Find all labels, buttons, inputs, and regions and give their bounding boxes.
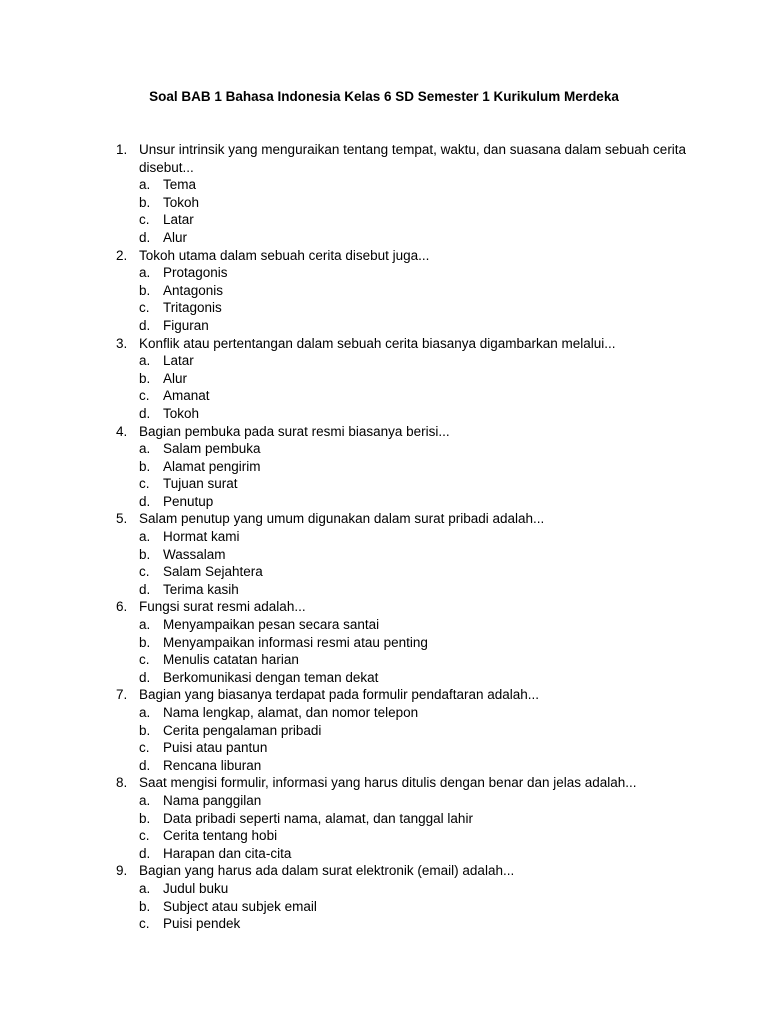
answer-option [139,845,698,863]
question-text: Salam penutup yang umum digunakan dalam surat pribadi adalah... [139,511,545,527]
answer-option [139,440,698,458]
answer-option [139,458,698,476]
question-number: 9. [116,863,128,879]
question-item [0,862,768,932]
answer-option [139,264,698,282]
option-text: Puisi pendek [163,916,241,932]
option-text: Alamat pengirim [163,458,261,474]
option-text: Figuran [163,317,209,333]
option-letter: a. [139,353,151,369]
option-text: Salam pembuka [163,441,261,457]
answer-option [139,669,698,687]
question-item [0,686,768,774]
option-letter: b. [139,194,151,210]
option-text: Puisi atau pantun [163,740,268,756]
option-text: Tema [163,177,197,193]
document-title: Soal BAB 1 Bahasa Indonesia Kelas 6 SD Semester 1 Kurikulum Merdeka [149,89,619,104]
option-letter: c. [139,300,150,316]
option-list [139,880,698,933]
answer-option [139,563,698,581]
option-text: Antagonis [163,282,224,298]
option-list [139,528,698,598]
option-text: Rencana liburan [163,757,262,773]
option-text: Protagonis [163,265,228,281]
answer-option [139,176,698,194]
option-text: Nama panggilan [163,792,262,808]
answer-option [139,282,698,300]
option-text: Amanat [163,388,210,404]
answer-option [139,651,698,669]
option-list [139,440,698,510]
option-text: Cerita pengalaman pribadi [163,722,322,738]
option-text: Alur [163,229,188,245]
option-letter: b. [139,810,151,826]
question-text: Saat mengisi formulir, informasi yang harus ditulis dengan benar dan jelas adalah... [139,775,637,791]
option-letter: a. [139,529,151,545]
question-text: Bagian pembuka pada surat resmi biasanya berisi... [139,423,450,439]
answer-option [139,194,698,212]
question-item [0,141,768,247]
question-number: 5. [116,511,128,527]
answer-option [139,739,698,757]
option-text: Tujuan surat [163,476,238,492]
answer-option [139,880,698,898]
question-text: Konflik atau pertentangan dalam sebuah cerita biasanya digambarkan melalui... [139,335,616,351]
option-letter: a. [139,441,151,457]
option-letter: a. [139,617,151,633]
option-letter: b. [139,546,151,562]
option-letter: d. [139,493,151,509]
question-number: 7. [116,687,128,703]
question-text: Unsur intrinsik yang menguraikan tentang tempat, waktu, dan suasana dalam sebuah cerita disebut... [139,142,687,175]
option-list [139,616,698,686]
option-text: Salam Sejahtera [163,564,263,580]
answer-option [139,915,698,933]
question-number: 8. [116,775,128,791]
answer-option [139,493,698,511]
option-text: Hormat kami [163,529,240,545]
option-letter: d. [139,229,151,245]
option-text: Penutup [163,493,214,509]
question-text: Tokoh utama dalam sebuah cerita disebut juga... [139,247,430,263]
question-item [0,335,768,423]
option-list [139,352,698,422]
option-text: Judul buku [163,880,229,896]
option-text: Terima kasih [163,581,239,597]
option-text: Menyampaikan informasi resmi atau penting [163,634,428,650]
option-letter: c. [139,212,150,228]
option-letter: b. [139,722,151,738]
question-list [0,141,768,933]
question-number: 2. [116,247,128,263]
answer-option [139,827,698,845]
option-text: Data pribadi seperti nama, alamat, dan tanggal lahir [163,810,473,826]
option-list [139,176,698,246]
answer-option [139,546,698,564]
option-text: Tokoh [163,405,200,421]
option-text: Nama lengkap, alamat, dan nomor telepon [163,705,419,720]
question-number: 6. [116,599,128,615]
answer-option [139,387,698,405]
option-letter: c. [139,564,150,580]
answer-option [139,722,698,740]
answer-option [139,475,698,493]
option-text: Subject atau subjek email [163,898,317,914]
option-text: Berkomunikasi dengan teman dekat [163,669,379,685]
option-text: Tritagonis [163,300,222,316]
option-letter: c. [139,740,150,756]
option-text: Latar [163,212,194,228]
option-letter: b. [139,898,151,914]
option-letter: a. [139,792,151,808]
answer-option [139,898,698,916]
answer-option [139,370,698,388]
answer-option [139,634,698,652]
option-letter: b. [139,458,151,474]
answer-option [139,792,698,810]
option-letter: d. [139,845,151,861]
question-text: Bagian yang harus ada dalam surat elektronik (email) adalah... [139,863,515,879]
option-text: Menulis catatan harian [163,652,299,668]
answer-option [139,616,698,634]
option-letter: a. [139,705,151,720]
option-text: Wassalam [163,546,226,562]
answer-option [139,317,698,335]
question-item [0,247,768,335]
option-letter: b. [139,282,151,298]
answer-option [139,810,698,828]
option-letter: c. [139,916,150,932]
answer-option [139,757,698,775]
question-number: 4. [116,423,128,439]
answer-option [139,581,698,599]
question-item [0,510,768,598]
answer-option [139,704,698,722]
option-letter: d. [139,317,151,333]
option-list [139,792,698,862]
option-letter: c. [139,828,150,844]
question-item [0,423,768,511]
option-letter: a. [139,265,151,281]
answer-option [139,211,698,229]
answer-option [139,299,698,317]
question-number: 1. [116,142,128,157]
answer-option [139,352,698,370]
option-letter: c. [139,476,150,492]
option-letter: a. [139,880,151,896]
option-letter: d. [139,405,151,421]
option-list [139,264,698,334]
option-text: Menyampaikan pesan secara santai [163,617,380,633]
question-text: Bagian yang biasanya terdapat pada formulir pendaftaran adalah... [139,687,540,703]
option-text: Harapan dan cita-cita [163,845,292,861]
question-text: Fungsi surat resmi adalah... [139,599,306,615]
answer-option [139,405,698,423]
option-text: Cerita tentang hobi [163,828,278,844]
option-list [139,704,698,774]
option-letter: a. [139,177,151,193]
option-letter: d. [139,669,151,685]
option-letter: d. [139,581,151,597]
option-text: Latar [163,353,194,369]
option-letter: c. [139,388,150,404]
option-text: Tokoh [163,194,200,210]
option-letter: b. [139,370,151,386]
question-number: 3. [116,335,128,351]
option-text: Alur [163,370,188,386]
option-letter: c. [139,652,150,668]
answer-option [139,528,698,546]
option-letter: b. [139,634,151,650]
answer-option [139,229,698,247]
option-letter: d. [139,757,151,773]
question-item [0,774,768,862]
question-item [0,598,768,686]
